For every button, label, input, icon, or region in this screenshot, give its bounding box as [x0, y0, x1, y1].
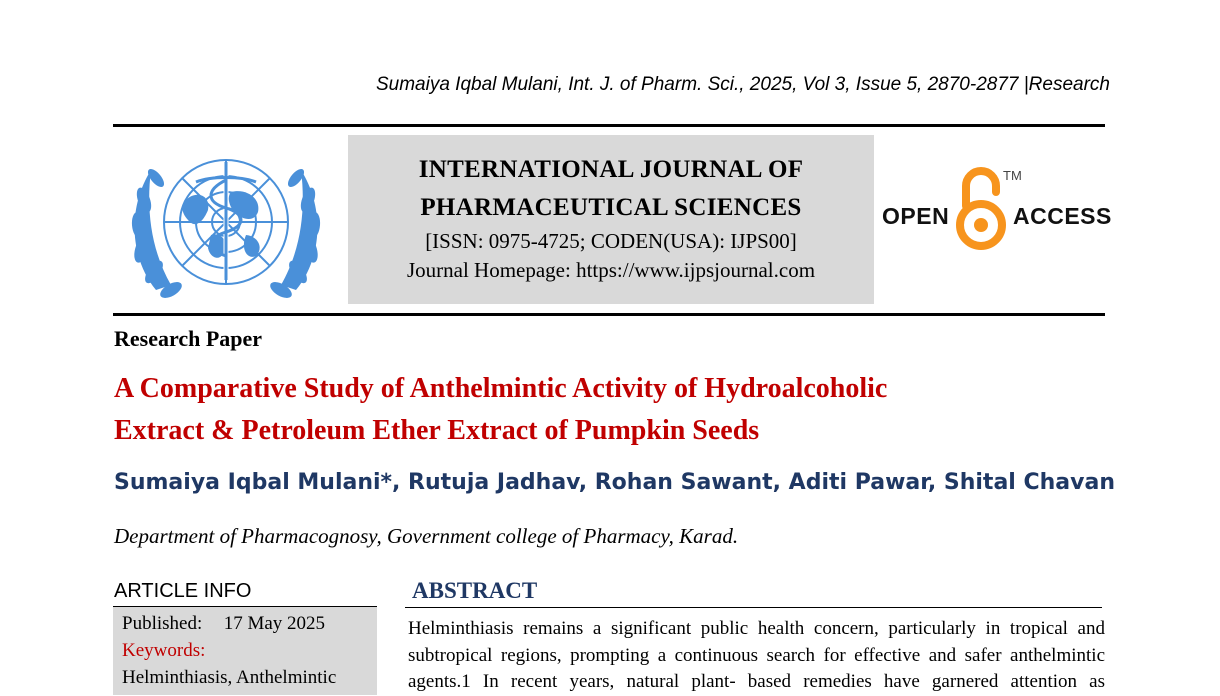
- paper-title-line1: A Comparative Study of Anthelmintic Activity of Hydroalcoholic: [114, 373, 888, 404]
- section-divider: [113, 568, 1109, 569]
- published-row: [122, 610, 377, 637]
- abstract-underline: [405, 607, 1102, 608]
- published-date: 17 May 2025: [223, 613, 326, 634]
- abstract-heading: ABSTRACT: [412, 578, 538, 603]
- abstract-body: [408, 616, 1105, 696]
- paper-title-line2: Extract & Petroleum Ether Extract of Pumpkin Seeds: [114, 415, 760, 446]
- abstract-line: subtropical regions, prompting a continuous search for effective and safer anthelmintic: [408, 644, 1105, 666]
- open-access-open-text: OPEN: [882, 203, 950, 229]
- article-type: Research Paper: [114, 326, 263, 351]
- journal-homepage-link[interactable]: Journal Homepage: https://www.ijpsjournal.com: [406, 258, 816, 282]
- published-label: Published:: [122, 613, 203, 634]
- affiliation: Department of Pharmacognosy, Government college of Pharmacy, Karad.: [114, 524, 739, 548]
- journal-name-line2: PHARMACEUTICAL SCIENCES: [420, 194, 802, 221]
- header-rule-bottom: [113, 313, 1105, 316]
- header-rule-top: [113, 124, 1105, 127]
- journal-masthead: [348, 135, 874, 304]
- keywords-label: Keywords:: [122, 640, 206, 661]
- journal-issn: [ISSN: 0975-4725; CODEN(USA): IJPS00]: [425, 229, 797, 253]
- journal-name-line1: INTERNATIONAL JOURNAL OF: [418, 156, 804, 183]
- abstract-line: agents.1 In recent years, natural plant- based remedies have garnered attention as: [408, 671, 1105, 692]
- journal-name: [348, 151, 874, 227]
- open-access-trademark: TM: [1003, 168, 1022, 183]
- open-access-lock-icon: [955, 166, 1007, 250]
- author-list: Sumaiya Iqbal Mulani*, Rutuja Jadhav, Rohan Sawant, Aditi Pawar, Shital Chavan: [114, 470, 1115, 495]
- open-access-access-text: ACCESS: [1013, 203, 1112, 229]
- journal-emblem-icon: [126, 140, 326, 305]
- paper-title: [114, 368, 1114, 452]
- article-info-box: [113, 607, 377, 695]
- open-access-badge: [880, 162, 1110, 257]
- abstract-line: Helminthiasis remains a significant public health concern, particularly in tropical and: [408, 618, 1105, 639]
- running-header: Sumaiya Iqbal Mulani, Int. J. of Pharm. Sci., 2025, Vol 3, Issue 5, 2870-2877 |Research: [375, 74, 1110, 95]
- article-info-heading: ARTICLE INFO: [114, 580, 252, 602]
- keywords-list: Helminthiasis, Anthelmintic: [122, 667, 337, 688]
